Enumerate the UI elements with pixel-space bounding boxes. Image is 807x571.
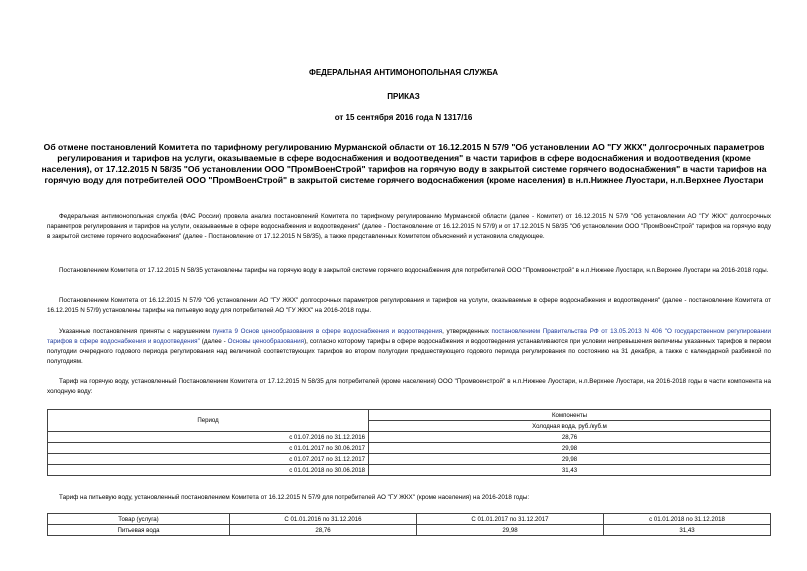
period-cell: с 01.07.2016 по 31.12.2016 xyxy=(48,432,369,443)
value-cell: 31,43 xyxy=(604,525,771,536)
paragraph-violation xyxy=(47,327,771,367)
hot-water-tariff-table xyxy=(47,409,771,476)
paragraph-drinking-water-tariff: Тариф на питьевую воду, установленный постановлением Комитета от 16.12.2015 N 57/9 для потребителей АО "ГУ ЖКХ" (кроме населения) на 2016-2018 годы: xyxy=(59,494,530,501)
value-cell: 28,76 xyxy=(369,432,771,443)
document-type: ПРИКАЗ xyxy=(387,92,420,101)
product-cell: Питьевая вода xyxy=(48,525,230,536)
period-cell: с 01.01.2017 по 30.06.2017 xyxy=(48,443,369,454)
value-cell: 31,43 xyxy=(369,465,771,476)
table-row xyxy=(48,454,771,465)
link-government-resolution-406[interactable]: постановлением Правительства РФ от 13.05.2013 N 406 "О государственном регулировании тарифов в сфере водоснабжения и водоотведения" xyxy=(47,328,771,345)
paragraph-hot-water-resolution: Постановлением Комитета от 17.12.2015 N 58/35 установлены тарифы на горячую воду в закрытой системе горячего водоснабжения для потребителей ООО "Промвоенстрой" в н.п.Нижнее Луостари, н.п.Верхнее Луостари на 2016-2018 годы. xyxy=(59,267,769,274)
table-row xyxy=(48,443,771,454)
paragraph-hot-water-tariff: Тариф на горячую воду, установленный Постановлением Комитета от 17.12.2015 N 58/35 для потребителей (кроме населения) ООО "Промвоенстрой" в н.п.Нижнее Луостари, н.п.Верхнее Луостари, на 2016-2018 годы в части компонента на холодную воду: xyxy=(47,378,771,395)
agency-name: ФЕДЕРАЛЬНАЯ АНТИМОНОПОЛЬНАЯ СЛУЖБА xyxy=(309,68,498,77)
violation-text-4: ), согласно которому тарифы в сфере водоснабжения и водоотведения устанавливаются при условии непревышения величины указанных тарифов в первом полугодии очередного годового периода регулирования над величиной соответствующих тарифов во втором полугодии предшествующего годового периода регулирования по состоянию на 31 декабря, а также с календарной разбивкой по полугодиям. xyxy=(47,338,772,365)
header-year-2018: с 01.01.2018 по 31.12.2018 xyxy=(604,514,771,525)
table-header-row xyxy=(48,410,771,421)
paragraph-drinking-water-resolution: Постановлением Комитета от 16.12.2015 N 57/9 "Об установлении АО "ГУ ЖКХ" долгосрочных параметров регулирования и тарифов на услуги, оказываемые в сфере водоснабжения и водоотведения" (далее - постановление Комитета от 16.12.2015 N 57/9) установлены тарифы на питьевую воду для потребителей АО "ГУ ЖКХ" на 2016-2018 годы. xyxy=(47,297,771,314)
table-row xyxy=(48,525,771,536)
drinking-water-tariff-table xyxy=(47,513,771,536)
document-subject: Об отмене постановлений Комитета по тарифному регулированию Мурманской области от 16.12.2015 N 57/9 "Об установлении АО "ГУ ЖКХ" долгосрочных параметров регулирования и тарифов на услуги, оказываемые в сфере водоснабжения и водоотведения" в части тарифов в сфере водоснабжения и водоотведения (кроме населения), от 17.12.2015 N 58/35 "Об установлении ООО "ПромВоенСтрой" тарифов на горячую воду в закрытой системе горячего водоснабжения" в части тарифов на горячую воду для потребителей ООО "ПромВоенСтрой" в закрытой системе горячего водоснабжения (кроме населения) в н.п.Нижнее Луостари, н.п.Верхнее Луостари xyxy=(41,142,767,185)
violation-text-3: (далее - xyxy=(199,338,228,345)
link-pricing-basics[interactable]: Основы ценообразования xyxy=(227,338,305,345)
header-year-2016: С 01.01.2016 по 31.12.2016 xyxy=(230,514,417,525)
table-header-row xyxy=(48,514,771,525)
table-row xyxy=(48,465,771,476)
link-pricing-basics-clause-9[interactable]: пункта 9 Основ ценообразования в сфере водоснабжения и водоотведения xyxy=(212,328,443,335)
value-cell: 29,98 xyxy=(369,454,771,465)
table-row xyxy=(48,432,771,443)
period-cell: с 01.07.2017 по 31.12.2017 xyxy=(48,454,369,465)
period-cell: с 01.01.2018 по 30.06.2018 xyxy=(48,465,369,476)
violation-text-1: Указанные постановления приняты с нарушением xyxy=(59,328,213,335)
paragraph-analysis: Федеральная антимонопольная служба (ФАС России) провела анализ постановлений Комитета по тарифному регулированию Мурманской области (далее - Комитет) от 16.12.2015 N 57/9 "Об установлении АО "ГУ ЖКХ" долгосрочных параметров регулирования и тарифов на услуги, оказываемые в сфере водоснабжения и водоотведения" (далее - Постановление от 16.12.2015 N 57/9) и от 17.12.2015 N 58/35 "Об установлении ООО "ПромВоенСтрой" тарифов на горячую воду в закрытой системе горячего водоснабжения" (далее - Постановление от 17.12.2015 N 58/35), а также представленных Комитетом объяснений и установила следующее. xyxy=(47,213,771,240)
violation-text-2: , утвержденных xyxy=(442,328,492,335)
header-components: Компоненты xyxy=(369,410,771,421)
header-year-2017: С 01.01.2017 по 31.12.2017 xyxy=(417,514,604,525)
header-period: Период xyxy=(48,410,369,432)
value-cell: 28,76 xyxy=(230,525,417,536)
header-product: Товар (услуга) xyxy=(48,514,230,525)
header-cold-water: Холодная вода, руб./куб.м xyxy=(369,421,771,432)
value-cell: 29,98 xyxy=(417,525,604,536)
value-cell: 29,98 xyxy=(369,443,771,454)
document-date-number: от 15 сентября 2016 года N 1317/16 xyxy=(334,113,473,122)
